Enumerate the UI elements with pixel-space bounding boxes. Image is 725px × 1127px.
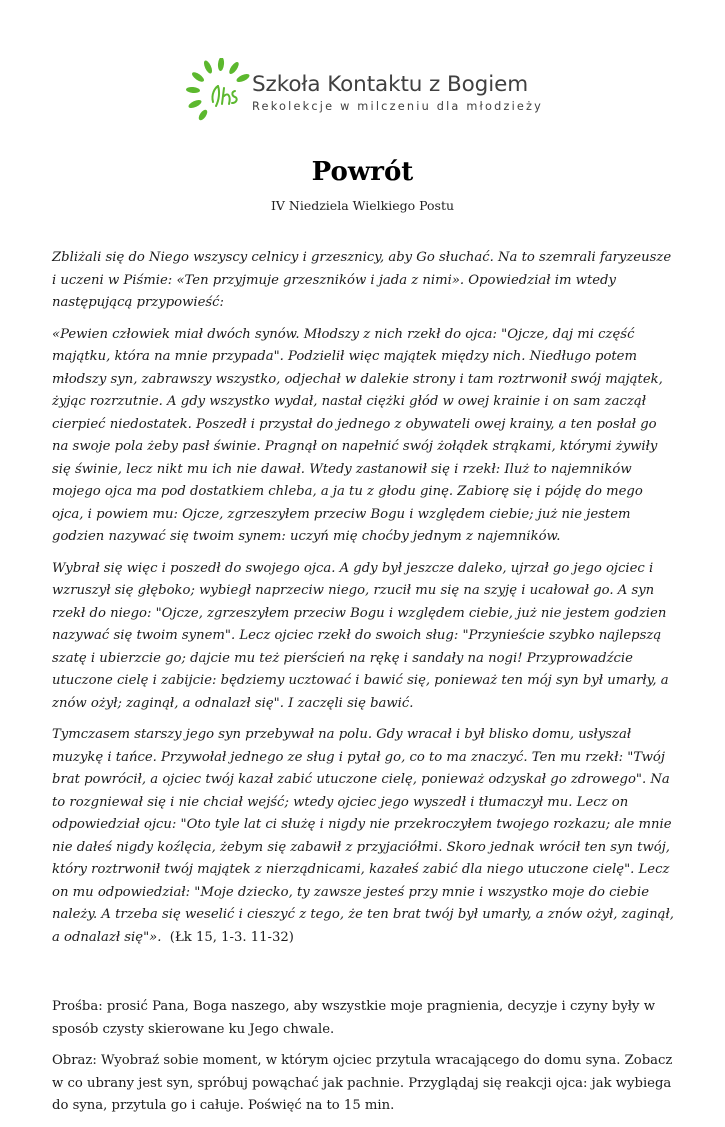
section-spacer [52,958,677,996]
gospel-paragraph-3: Wybrał się więc i poszedł do swojego ojca. A gdy był jeszcze daleko, ujrzał go jego ojciec i wzruszył się głęboko; wybiegł naprzeciw niego, rzucił mu się na szyję i ucałował go. A syn rzekł do niego: "Ojcze, zgrzeszyłem przeciw Bogu i względem ciebie, już nie jestem godzien nazywać się twoim synem". Lecz ojciec rzekł do swoich sług: "Przynieście szybko najlepszą szatę i ubierzcie go; dajcie mu też pierścień na rękę i sandały na nogi! Przyprowadźcie utuczone cielę i zabijcie: będziemy ucztować i bawić się, ponieważ ten mój syn był umarły, a znów ożył; zaginął, a odnalazł się". I zaczęli się bawić. [52,560,669,711]
image-exercise: Obraz: Wyobraź sobie moment, w którym ojciec przytula wracającego do domu syna. Zobacz w co ubrany jest syn, spróbuj powąchać jak pachnie. Przyglądaj się reakcji ojca: jak wybiega do syna, przytula go i całuje. Poświęć na to 15 min. [52,1053,673,1113]
gospel-paragraph-4-wrapper [52,724,677,949]
header-logo [185,58,545,128]
sun-leaf-logo-icon [185,58,251,124]
document-title: Powrót [311,157,414,187]
gospel-citation: (Łk 15, 1-3. 11-32) [169,929,294,945]
prayer-request: Prośba: prosić Pana, Boga naszego, aby wszystkie moje pragnienia, decyzje i czyny były w sposób czysty skierowane ku Jego chwale. [52,999,655,1037]
gospel-paragraph-2: «Pewien człowiek miał dwóch synów. Młodszy z nich rzekł do ojca: "Ojcze, daj mi część majątku, która na mnie przypada". Podzielił więc majątek między nich. Niedługo potem młodszy syn, zabrawszy wszystko, odjechał w dalekie strony i tam roztrwonił swój majątek, żyjąc rozrzutnie. A gdy wszystko wydał, nastał ciężki głód w owej krainie i on sam zaczął cierpieć niedostatek. Poszedł i przystał do jednego z obywateli owej krainy, a ten posłał go na swoje pola żeby pasł świnie. Pragnął on napełnić swój żołądek strąkami, którymi żywiły się świnie, lecz nikt mu ich nie dawał. Wtedy zastanowił się i rzekł: Iluż to najemników mojego ojca ma pod dostatkiem chleba, a ja tu z głodu ginę. Zabiorę się i pójdę do mego ojca, i powiem mu: Ojcze, zgrzeszyłem przeciw Bogu i względem ciebie; już nie jestem godzien nazywać się twoim synem: uczyń mię choćby jednym z najemników. [52,326,663,544]
logo-title: Szkoła Kontaktu z Bogiem [252,72,529,97]
document-subtitle: IV Niedziela Wielkiego Postu [270,198,455,213]
document-body [52,247,677,1127]
logo-subtitle: Rekolekcje w milczeniu dla młodzieży [252,100,544,113]
gospel-paragraph-1: Zbliżali się do Niego wszyscy celnicy i grzesznicy, aby Go słuchać. Na to szemrali faryzeusze i uczeni w Piśmie: «Ten przyjmuje grzeszników i jada z nimi». Opowiedział im wtedy następującą przypowieść: [52,250,672,310]
gospel-paragraph-4: Tymczasem starszy jego syn przebywał na polu. Gdy wracał i był blisko domu, usłyszał muzykę i tańce. Przywołał jednego ze sług i pytał go, co to ma znaczyć. Ten mu rzekł: "Twój brat powrócił, a ojciec twój kazał zabić utuczone cielę, ponieważ odzyskał go zdrowego". Na to rozgniewał się i nie chciał wejść; wtedy ojciec jego wyszedł i tłumaczył mu. Lecz on odpowiedział ojcu: "Oto tyle lat ci służę i nigdy nie przekroczyłem twojego rozkazu; ale mnie nie dałeś nigdy koźlęcia, żebym się zabawił z przyjaciółmi. Skoro jednak wrócił ten syn twój, który roztrwonił twój majątek z nierządnicami, kazałeś zabić dla niego utuczone cielę". Lecz on mu odpowiedział: "Moje dziecko, ty zawsze jesteś przy mnie i wszystko moje do ciebie należy. A trzeba się weselić i cieszyć z tego, że ten brat twój był umarły, a znów ożył, zaginął, a odnalazł się"». [52,727,674,945]
